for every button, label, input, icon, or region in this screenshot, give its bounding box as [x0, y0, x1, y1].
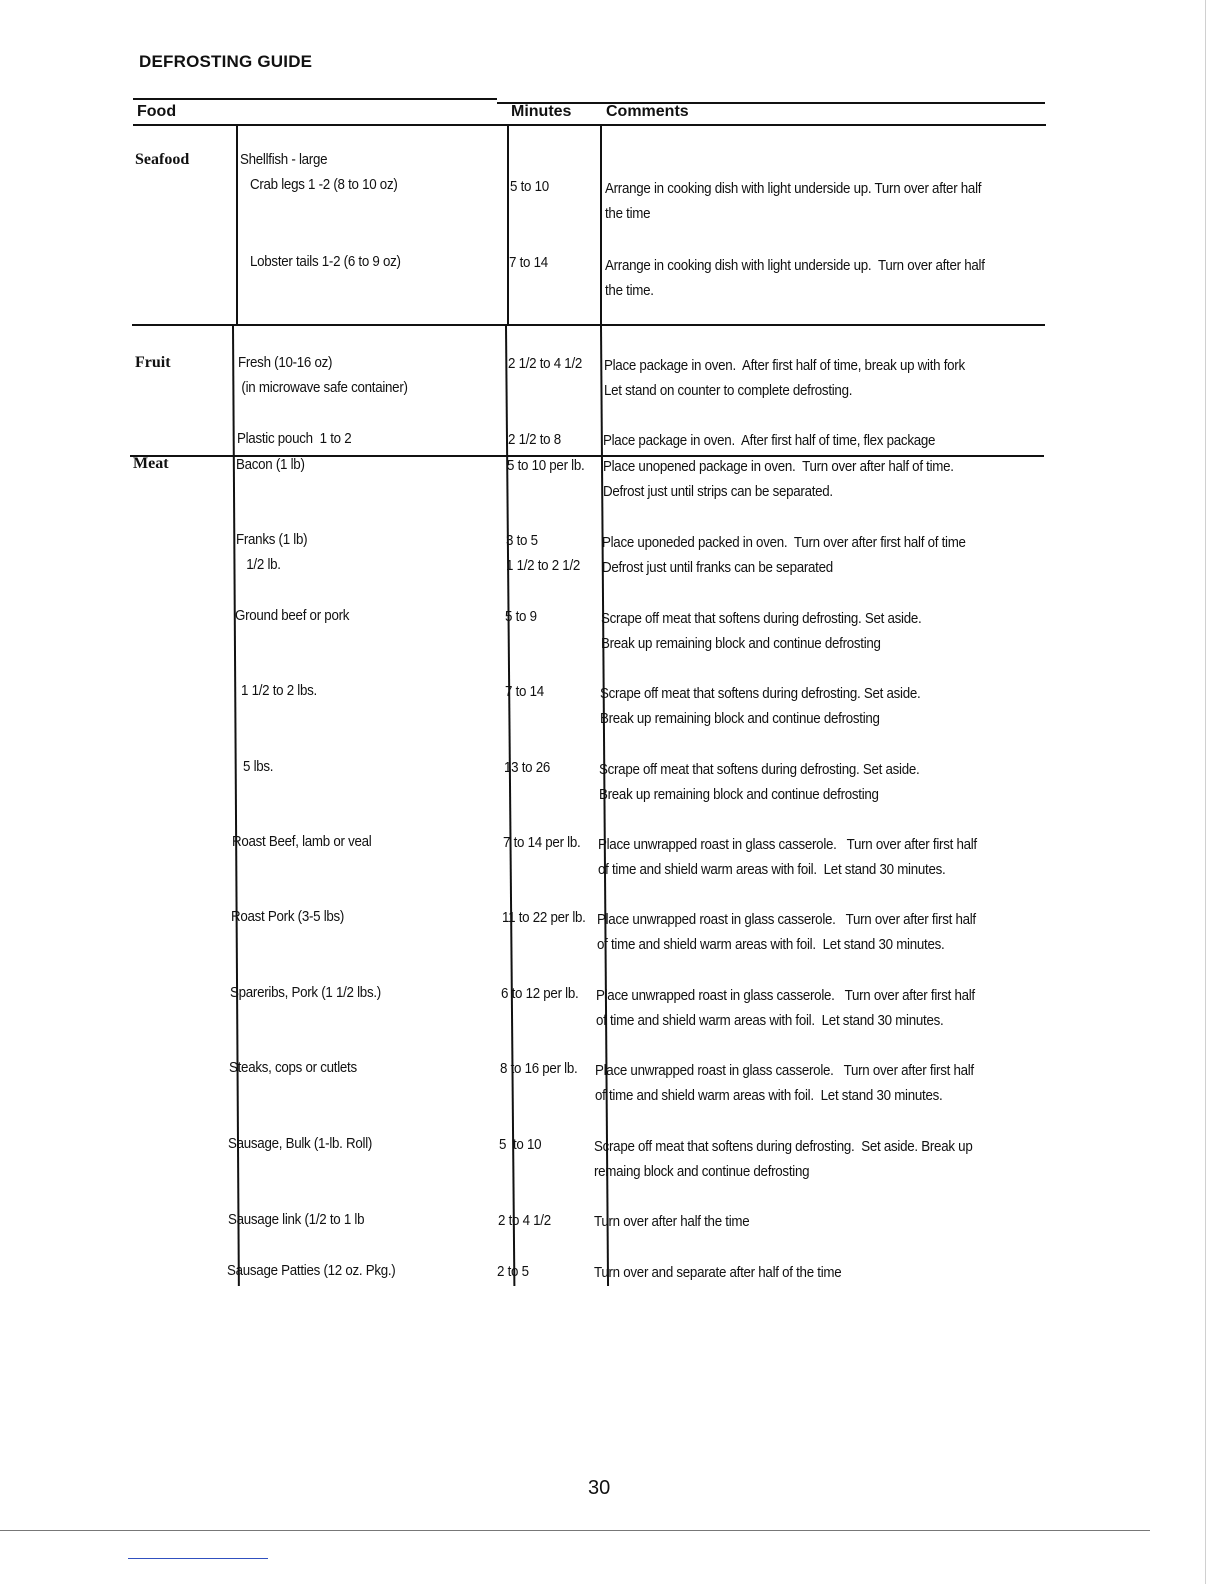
col-line-food-seafood	[236, 124, 238, 326]
row-food: Sausage, Bulk (1-lb. Roll)	[228, 1136, 373, 1152]
row-comments: Arrange in cooking dish with light underside up. Turn over after half the time	[605, 181, 982, 222]
row-comments: Scrape off meat that softens during defrosting. Set aside. Break up remaining block and continue defrosting	[599, 762, 920, 803]
row-comments: Arrange in cooking dish with light underside up. Turn over after half the time.	[605, 258, 985, 299]
header-top-rule	[497, 102, 1045, 104]
row-food: Shellfish - large	[240, 152, 328, 168]
row-food: Roast Beef, lamb or veal	[232, 834, 372, 850]
row-food: Sausage Patties (12 oz. Pkg.)	[227, 1263, 396, 1279]
row-comments: Place uponeded packed in oven. Turn over after first half of time Defrost just until franks can be separated	[602, 535, 966, 576]
row-food: Franks (1 lb) 1/2 lb.	[236, 532, 308, 573]
row-minutes: 5 to 10 per lb.	[507, 458, 585, 474]
row-comments: Place unwrapped roast in glass casserole. Turn over after first half of time and shield warm areas with foil. Let stand 30 minutes.	[598, 837, 977, 878]
row-comments: Turn over after half the time	[594, 1214, 750, 1230]
header-bottom-rule	[133, 124, 1046, 126]
row-minutes: 6 to 12 per lb.	[501, 986, 579, 1002]
row-minutes: 7 to 14	[505, 684, 544, 700]
row-food: 1 1/2 to 2 lbs.	[241, 683, 317, 699]
row-minutes: 5 to 9	[505, 609, 537, 625]
row-comments: Scrape off meat that softens during defrosting. Set aside. Break up remaining block and continue defrosting	[600, 686, 921, 727]
row-food: Fresh (10-16 oz) (in microwave safe container)	[238, 355, 408, 396]
row-comments: Place unwrapped roast in glass casserole. Turn over after first half of time and shield warm areas with foil. Let stand 30 minutes.	[597, 912, 976, 953]
category-seafood: Seafood	[135, 151, 190, 168]
row-food: Spareribs, Pork (1 1/2 lbs.)	[230, 985, 381, 1001]
row-food: Plastic pouch 1 to 2	[237, 431, 352, 447]
row-minutes: 2 1/2 to 8	[508, 432, 561, 448]
row-comments: Place unwrapped roast in glass casserole. Turn over after first half of time and shield warm areas with foil. Let stand 30 minutes.	[596, 988, 975, 1029]
row-minutes: 13 to 26	[504, 760, 551, 776]
header-minutes: Minutes	[511, 103, 572, 120]
col-line-comments-seafood	[600, 124, 602, 326]
row-food: Crab legs 1 -2 (8 to 10 oz)	[250, 177, 398, 193]
row-minutes: 2 to 4 1/2	[498, 1213, 551, 1229]
row-comments: Place package in oven. After first half of time, flex package	[603, 433, 936, 449]
row-minutes: 2 1/2 to 4 1/2	[508, 356, 583, 372]
row-comments: Scrape off meat that softens during defrosting. Set aside. Break up remaining block and continue defrosting	[601, 611, 922, 652]
category-meat: Meat	[133, 455, 169, 472]
row-minutes: 7 to 14	[509, 255, 548, 271]
row-minutes: 7 to 14 per lb.	[503, 835, 581, 851]
row-minutes: 11 to 22 per lb.	[502, 910, 586, 926]
row-comments: Turn over and separate after half of the time	[594, 1265, 842, 1281]
row-minutes: 8 to 16 per lb.	[500, 1061, 578, 1077]
row-minutes: 5 to 10	[510, 179, 549, 195]
category-fruit: Fruit	[135, 354, 171, 371]
footer-rule	[0, 1530, 1150, 1531]
page-title: DEFROSTING GUIDE	[139, 52, 313, 71]
row-food: Bacon (1 lb)	[236, 457, 305, 473]
row-food: Sausage link (1/2 to 1 lb	[228, 1212, 365, 1228]
header-top-rule-left	[133, 98, 497, 100]
col-line-minutes-seafood	[507, 124, 509, 326]
row-comments: Scrape off meat that softens during defrosting. Set aside. Break up remaing block and continue defrosting	[594, 1139, 973, 1180]
row-food: Roast Pork (3-5 lbs)	[231, 909, 345, 925]
row-comments: Place unopened package in oven. Turn over after half of time. Defrost just until strips can be separated.	[603, 459, 954, 500]
page-number: 30	[588, 1477, 611, 1499]
row-minutes: 2 to 5	[497, 1264, 529, 1280]
seafood-bottom-rule	[132, 324, 1045, 326]
row-minutes: 5 to 10	[499, 1137, 542, 1153]
row-food: Steaks, cops or cutlets	[229, 1060, 357, 1076]
row-minutes: 3 to 5 1 1/2 to 2 1/2	[506, 533, 581, 574]
row-food: 5 lbs.	[243, 759, 274, 775]
row-comments: Place package in oven. After first half of time, break up with fork Let stand on counter to complete defrosting.	[604, 358, 965, 399]
row-food: Ground beef or pork	[235, 608, 350, 624]
footer-underline	[128, 1558, 268, 1559]
header-food: Food	[137, 103, 177, 120]
header-comments: Comments	[606, 103, 689, 120]
row-comments: Place unwrapped roast in glass casserole. Turn over after first half of time and shield warm areas with foil. Let stand 30 minutes.	[595, 1063, 974, 1104]
page-edge	[1205, 0, 1206, 1584]
row-food: Lobster tails 1-2 (6 to 9 oz)	[250, 254, 401, 270]
